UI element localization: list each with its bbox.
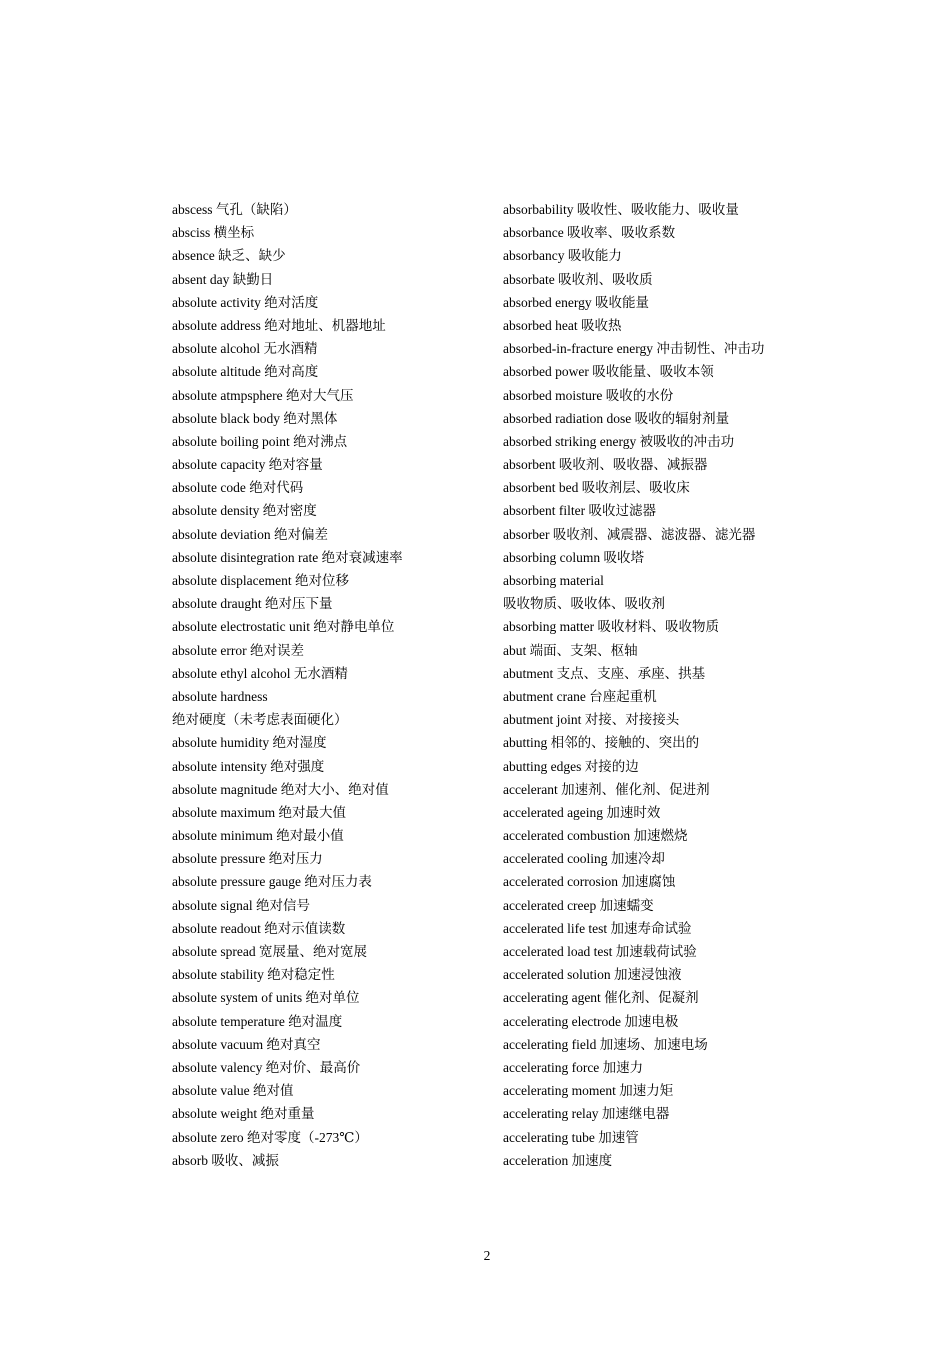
- glossary-entry: absorber 吸收剂、减震器、滤波器、滤光器: [503, 526, 756, 542]
- glossary-entry: abutment joint 对接、对接接头: [503, 712, 680, 728]
- glossary-entry: absolute maximum 绝对最大值: [172, 804, 346, 820]
- glossary-entry: 吸收物质、吸收体、吸收剂: [503, 596, 665, 612]
- glossary-entry: absorb 吸收、减振: [172, 1152, 279, 1168]
- glossary-entry: absolute temperature 绝对温度: [172, 1013, 343, 1029]
- glossary-entry: accelerated creep 加速蠕变: [503, 897, 654, 913]
- glossary-column-left: [172, 198, 492, 1172]
- glossary-entry: accelerated load test 加速载荷试验: [503, 944, 697, 959]
- glossary-entry: abutting 相邻的、接触的、突出的: [503, 735, 700, 751]
- glossary-entry: absorbing matter 吸收材料、吸收物质: [503, 619, 719, 635]
- glossary-entry: absorbed-in-fracture energy 冲击韧性、冲击功: [503, 341, 765, 357]
- glossary-entry: abutting edges 对接的边: [503, 758, 639, 774]
- page-number: 2: [483, 1248, 491, 1263]
- glossary-entry: absorbent bed 吸收剂层、吸收床: [503, 480, 690, 496]
- glossary-entry: accelerated life test 加速寿命试验: [503, 920, 692, 936]
- glossary-entry: absorbed power 吸收能量、吸收本领: [503, 364, 714, 380]
- glossary-entry: accelerating electrode 加速电极: [503, 1013, 679, 1029]
- glossary-entry: absolute signal 绝对信号: [172, 897, 310, 913]
- glossary-entry: absorbing material: [503, 573, 604, 588]
- glossary-entry: accelerated ageing 加速时效: [503, 804, 661, 820]
- glossary-entry: accelerated solution 加速浸蚀液: [503, 967, 682, 983]
- glossary-entry: accelerating relay 加速继电器: [503, 1106, 670, 1122]
- glossary-entry: absolute altitude 绝对高度: [172, 364, 319, 380]
- glossary-entry: absolute electrostatic unit 绝对静电单位: [172, 619, 395, 635]
- glossary-entry: absolute pressure 绝对压力: [172, 851, 323, 867]
- glossary-entry: absolute spread 宽展量、绝对宽展: [172, 944, 367, 959]
- glossary-entry: absence 缺乏、缺少: [172, 248, 286, 264]
- glossary-entry: accelerant 加速剂、催化剂、促进剂: [503, 781, 710, 797]
- glossary-entry: absolute humidity 绝对湿度: [172, 735, 327, 751]
- glossary-entry: absolute value 绝对值: [172, 1083, 294, 1099]
- glossary-entry: absolute deviation 绝对偏差: [172, 526, 328, 542]
- glossary-entry: absolute draught 绝对压下量: [172, 596, 333, 612]
- glossary-entry: absorbent filter 吸收过滤器: [503, 503, 656, 519]
- glossary-entry: absolute boiling point 绝对沸点: [172, 433, 348, 449]
- glossary-entry: absorbancy 吸收能力: [503, 248, 622, 264]
- glossary-entry: abut 端面、支架、枢轴: [503, 642, 638, 658]
- glossary-entry: absolute readout 绝对示值读数: [172, 920, 346, 936]
- glossary-entry: absolute magnitude 绝对大小、绝对值: [172, 781, 389, 797]
- glossary-entry: abutment crane 台座起重机: [503, 688, 657, 704]
- glossary-entry: absolute stability 绝对稳定性: [172, 967, 335, 983]
- glossary-entry: absolute error 绝对误差: [172, 642, 304, 658]
- glossary-entry: absent day 缺勤日: [172, 271, 274, 287]
- glossary-entry: absorbed heat 吸收热: [503, 317, 622, 333]
- glossary-entry: accelerating force 加速力: [503, 1059, 644, 1075]
- glossary-entry: absolute minimum 绝对最小值: [172, 828, 344, 844]
- glossary-entry: absolute pressure gauge 绝对压力表: [172, 874, 372, 890]
- glossary-entry: absolute capacity 绝对容量: [172, 457, 323, 473]
- glossary-column-right: [503, 198, 833, 1172]
- glossary-entry: absolute zero 绝对零度（-273℃）: [172, 1129, 368, 1145]
- glossary-entry: accelerating moment 加速力矩: [503, 1083, 674, 1099]
- glossary-entry: absolute displacement 绝对位移: [172, 573, 349, 588]
- glossary-entry: abutment 支点、支座、承座、拱基: [503, 665, 706, 681]
- glossary-entry: absorbance 吸收率、吸收系数: [503, 225, 676, 241]
- glossary-entry: absorbent 吸收剂、吸收器、减振器: [503, 457, 708, 473]
- glossary-entry: absolute code 绝对代码: [172, 480, 304, 496]
- glossary-entry: accelerated corrosion 加速腐蚀: [503, 874, 676, 890]
- glossary-entry: absorbed striking energy 被吸收的冲击功: [503, 433, 735, 449]
- glossary-entry: absolute ethyl alcohol 无水酒精: [172, 665, 348, 681]
- glossary-entry: accelerating agent 催化剂、促凝剂: [503, 990, 699, 1006]
- glossary-entry: accelerating field 加速场、加速电场: [503, 1036, 708, 1052]
- glossary-entry: accelerated combustion 加速燃烧: [503, 828, 688, 844]
- glossary-entry: accelerated cooling 加速冷却: [503, 851, 665, 867]
- glossary-entry: absolute weight 绝对重量: [172, 1106, 315, 1122]
- glossary-entry: absolute black body 绝对黑体: [172, 410, 338, 426]
- glossary-entry: absorbed radiation dose 吸收的辐射剂量: [503, 410, 730, 426]
- glossary-entry: absolute valency 绝对价、最高价: [172, 1059, 361, 1075]
- glossary-entry: absorbate 吸收剂、吸收质: [503, 271, 653, 287]
- glossary-entry: absorbability 吸收性、吸收能力、吸收量: [503, 202, 739, 217]
- glossary-entry: absolute intensity 绝对强度: [172, 758, 325, 774]
- glossary-entry: absorbed energy 吸收能量: [503, 294, 649, 310]
- glossary-entry: acceleration 加速度: [503, 1152, 613, 1168]
- glossary-entry: absolute alcohol 无水酒精: [172, 341, 318, 357]
- glossary-entry: absorbing column 吸收塔: [503, 549, 644, 565]
- glossary-entry: 绝对硬度（未考虑表面硬化）: [172, 712, 348, 728]
- glossary-entry: absolute hardness: [172, 688, 268, 704]
- glossary-entry: absolute address 绝对地址、机器地址: [172, 317, 386, 333]
- glossary-entry: absolute vacuum 绝对真空: [172, 1036, 321, 1052]
- glossary-entry: absolute density 绝对密度: [172, 503, 317, 519]
- glossary-entry: absciss 横坐标: [172, 225, 255, 241]
- glossary-entry: absolute system of units 绝对单位: [172, 990, 360, 1006]
- glossary-entry: absolute atmpsphere 绝对大气压: [172, 387, 354, 403]
- glossary-entry: absolute activity 绝对活度: [172, 294, 319, 310]
- glossary-entry: absorbed moisture 吸收的水份: [503, 387, 674, 403]
- glossary-entry: accelerating tube 加速管: [503, 1129, 639, 1145]
- glossary-entry: absolute disintegration rate 绝对衰减速率: [172, 549, 403, 565]
- glossary-entry: abscess 气孔（缺陷）: [172, 202, 297, 217]
